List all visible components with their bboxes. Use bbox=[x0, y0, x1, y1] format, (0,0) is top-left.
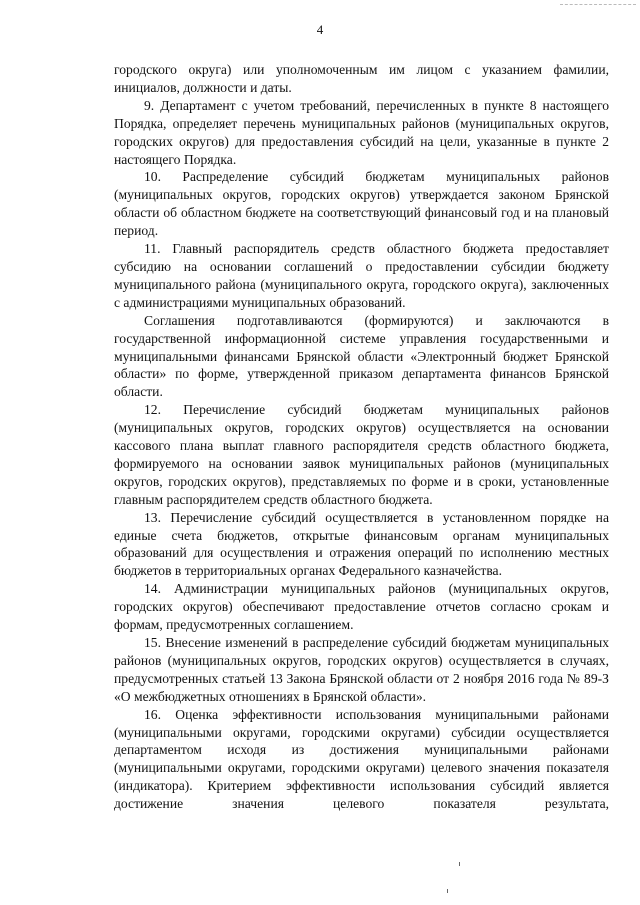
paragraph-9: 9. Департамент с учетом требований, перечисленных в пункте 8 настоящего Порядка, определяет перечень муниципальных районов (муниципальных округов, городских округов) для предоставления субсидий на цели, указанные в пункте 2 настоящего Порядка. bbox=[114, 97, 609, 167]
paragraph-14: 14. Администрации муниципальных районов (муниципальных округов, городских округов) обеспечивают предоставление отчетов согласно срокам и формам, предусмотренных соглашением. bbox=[114, 581, 609, 633]
paragraph-10: 10. Распределение субсидий бюджетам муниципальных районов (муниципальных округов, городских округов) утверждается законом Брянской области об областном бюджете на соответствующий финансовый год и на плановый период. bbox=[114, 169, 609, 239]
scan-speck bbox=[459, 862, 460, 866]
paragraph-continuation: городского округа) или уполномоченным им лицом с указанием фамилии, инициалов, должности и даты. bbox=[114, 62, 609, 95]
paragraph-15: 15. Внесение изменений в распределение субсидий бюджетам муниципальных районов (муниципальных округов, городских округов) осуществляется в случаях, предусмотренных статьей 13 Закона Брянской области от 2 ноября 2016 года № 89-З «О межбюджетных отношениях в Брянской области». bbox=[114, 635, 609, 704]
paragraph-agreements: Соглашения подготавливаются (формируются) и заключаются в государственной информационной системе управления государственными и муниципальными финансами Брянской области «Электронный бюджет Брянской области» по форме, утвержденной приказом департамента финансов Брянской области. bbox=[114, 312, 609, 400]
scan-corner-mark bbox=[560, 4, 636, 5]
paragraph-11: 11. Главный распорядитель средств областного бюджета предоставляет субсидию на основании соглашений о предоставлении субсидии бюджету муниципального района (муниципального округа, городского округа), заключенных с администрациями муниципальных образований. bbox=[114, 241, 609, 310]
document-body bbox=[114, 61, 609, 813]
paragraph-12: 12. Перечисление субсидий бюджетам муниципальных районов (муниципальных округов, городских округов) осуществляется на основании кассового плана выплат главного распорядителя средств областного бюджета, формируемого на основании заявок муниципальных районов (муниципальных округов, городских округов), представляемых по форме и в сроки, установленные главным распорядителем средств областного бюджета. bbox=[114, 402, 609, 507]
paragraph-16: 16. Оценка эффективности использования муниципальными районами (муниципальными округами, городскими округами) субсидии осуществляется департаментом исходя из достижения муниципальными районами (муниципальными округами, городскими округами) целевого значения показателя (индикатора). Критерием эффективности использования субсидий является достижение значения целевого показателя результата, bbox=[114, 706, 609, 812]
scan-speck bbox=[447, 889, 448, 893]
paragraph-13: 13. Перечисление субсидий осуществляется в установленном порядке на единые счета бюджетов, открытые финансовым органам муниципальных образований для осуществления и отражения операций по исполнению местных бюджетов в территориальных органах Федерального казначейства. bbox=[114, 509, 609, 579]
page-number: 4 bbox=[316, 22, 324, 37]
